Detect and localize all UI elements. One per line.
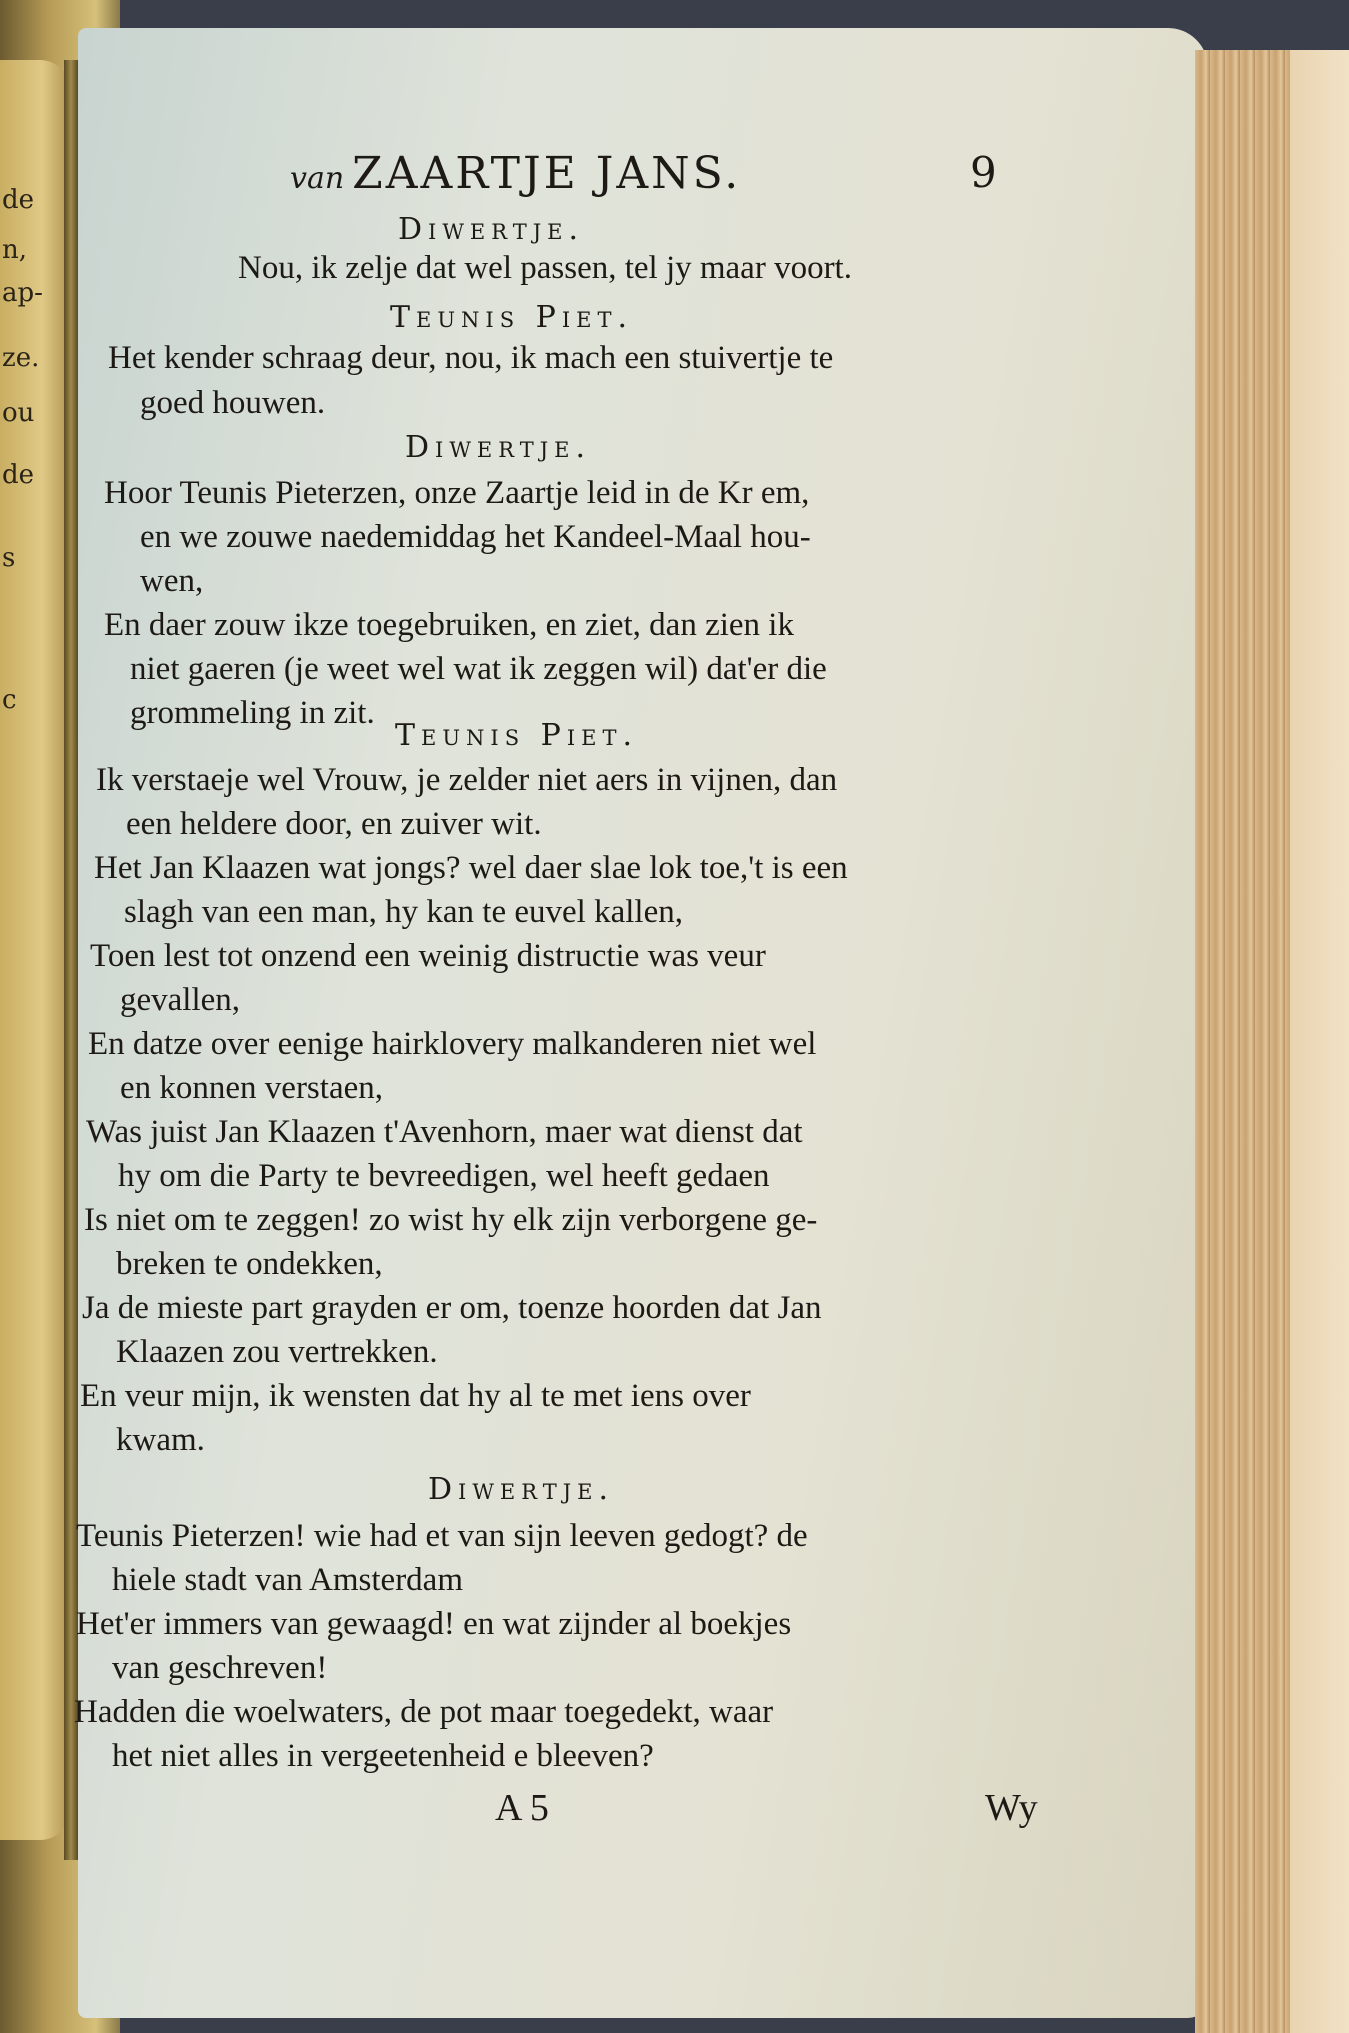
text-line: grommeling in zit. <box>130 695 375 731</box>
speaker-heading: Teunis Piet. <box>395 718 638 753</box>
running-head-prefix: van <box>290 161 345 196</box>
text-line: Is niet om te zeggen! zo wist hy elk zijn verborgene ge- <box>84 1202 818 1238</box>
running-head <box>290 148 741 199</box>
speaker-heading: Diwertje. <box>428 1472 614 1507</box>
text-line: Hadden die woelwaters, de pot maar toegedekt, waar <box>74 1694 774 1730</box>
speaker-heading: Teunis Piet. <box>390 300 633 335</box>
text-line: een heldere door, en zuiver wit. <box>126 806 542 842</box>
facing-page-fragment: de <box>2 185 35 215</box>
text-line: Teunis Pieterzen! wie had et van sijn leeven gedogt? de <box>76 1518 808 1554</box>
running-head-title: ZAARTJE JANS. <box>352 148 742 199</box>
text-line: slagh van een man, hy kan te euvel kallen, <box>124 894 683 930</box>
speaker-heading: Diwertje. <box>405 430 591 465</box>
facing-page-fragment: s <box>2 543 16 573</box>
signature-mark: A 5 <box>495 1787 549 1829</box>
facing-page-fragment: n, <box>2 235 28 265</box>
text-line: en we zouwe naedemiddag het Kandeel-Maal hou- <box>140 519 811 555</box>
facing-page-fragment: ap- <box>2 278 43 308</box>
text-line: gevallen, <box>120 982 241 1018</box>
facing-page-fragment: ou <box>2 398 35 428</box>
text-line: En datze over eenige hairklovery malkanderen niet wel <box>88 1026 817 1062</box>
text-line: Was juist Jan Klaazen t'Avenhorn, maer wat dienst dat <box>86 1114 803 1150</box>
facing-page-fragment: ze. <box>2 343 40 373</box>
text-line: Klaazen zou vertrekken. <box>116 1334 438 1370</box>
speaker-heading: Diwertje. <box>398 212 584 247</box>
facing-page-fragment: de <box>2 460 35 490</box>
text-line: hiele stadt van Amsterdam <box>112 1562 463 1598</box>
text-line: wen, <box>140 563 204 599</box>
text-line: van geschreven! <box>112 1650 328 1686</box>
text-line: breken te ondekken, <box>116 1246 383 1282</box>
text-line: hy om die Party te bevreedigen, wel heeft gedaen <box>118 1158 770 1194</box>
text-line: goed houwen. <box>140 385 326 421</box>
text-line: Ik verstaeje wel Vrouw, je zelder niet aers in vijnen, dan <box>96 762 838 798</box>
text-line: Hoor Teunis Pieterzen, onze Zaartje leid in de Kr em, <box>104 475 810 511</box>
text-line: en konnen verstaen, <box>120 1070 383 1106</box>
text-line: Het Jan Klaazen wat jongs? wel daer slae lok toe,'t is een <box>94 850 848 886</box>
text-line: En veur mijn, ik wensten dat hy al te met iens over <box>80 1378 751 1414</box>
text-line: Nou, ik zelje dat wel passen, tel jy maar voort. <box>238 250 852 286</box>
text-line: Ja de mieste part grayden er om, toenze hoorden dat Jan <box>82 1290 822 1326</box>
catchword: Wy <box>985 1787 1038 1829</box>
text-line: Het kender schraag deur, nou, ik mach een stuivertje te <box>108 340 834 376</box>
text-line: kwam. <box>116 1422 205 1458</box>
text-line: Het'er immers van gewaagd! en wat zijnder al boekjes <box>76 1606 792 1642</box>
page-number: 9 <box>970 148 997 197</box>
text-line: het niet alles in vergeetenheid e bleeven? <box>112 1738 654 1774</box>
text-line: En daer zouw ikze toegebruiken, en ziet, dan zien ik <box>104 607 794 643</box>
text-line: Toen lest tot onzend een weinig distructie was veur <box>90 938 766 974</box>
facing-page-fragment: c <box>2 685 17 715</box>
text-line: niet gaeren (je weet wel wat ik zeggen wil) dat'er die <box>130 651 827 687</box>
